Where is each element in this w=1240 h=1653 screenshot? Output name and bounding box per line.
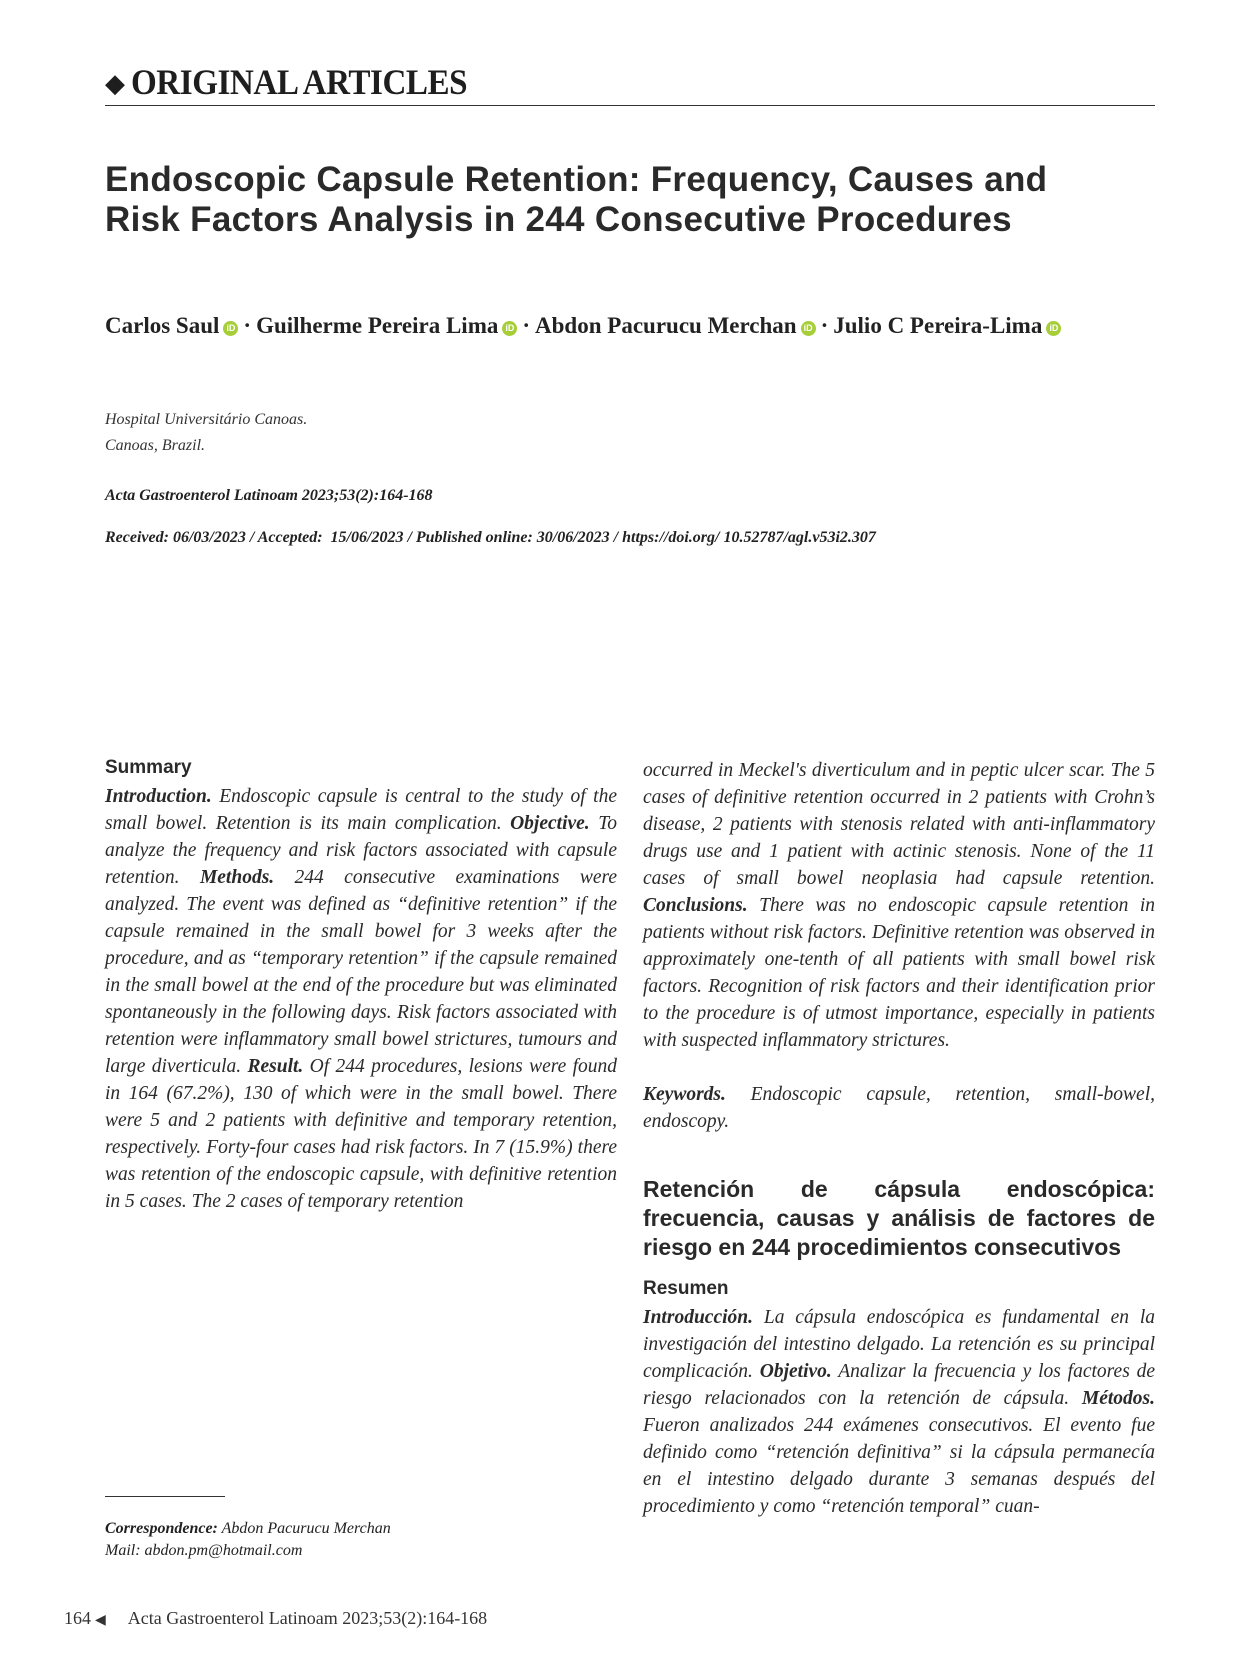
correspondence-name: Abdon Pacurucu Merchan — [221, 1520, 391, 1537]
author-name: Guilherme Pereira Lima — [256, 313, 499, 338]
methods-text: 244 consecutive examinations were analyzed. The event was defined as “definitive retention” if the capsule remained in the small bowel for 3 weeks after the procedure, and as “temporary retention” if the capsule remained in the small bowel at the end of the procedure but was eliminated spontaneously in the following days. Risk factors associated with retention were inflammatory small bowel strictures, tumours and large diverticula. — [105, 867, 618, 1077]
received-dates: Received: 06/03/2023 / Accepted: 15/06/2023 / Published online: 30/06/2023 / https://doi.org/ 10.52787/agl.v53i2.307 — [105, 529, 876, 546]
citation: Acta Gastroenterol Latinoam 2023;53(2):164-168 — [105, 487, 433, 504]
intro-label-es: Introducción. — [643, 1307, 753, 1328]
footer-journal: Acta Gastroenterol Latinoam 2023;53(2):164-168 — [127, 1608, 488, 1628]
intro-text: Endoscopic capsule is central to the study of the small bowel. Retention is its main complication. — [105, 786, 617, 834]
triangle-left-icon: ◀ — [95, 1613, 106, 1628]
section-label: ORIGINAL ARTICLES — [131, 62, 468, 102]
objective-text-es: Analizar la frecuencia y los factores de riesgo relacionados con la retención de cápsula. — [643, 1361, 1156, 1409]
page-footer — [64, 1608, 487, 1629]
diamond-icon: ◆ — [105, 69, 125, 98]
keywords — [643, 1081, 1155, 1135]
summary-text — [105, 783, 617, 1215]
methods-label-es: Métodos. — [1081, 1388, 1156, 1409]
conclusions-label: Conclusions. — [643, 895, 748, 916]
intro-label: Introduction. — [105, 786, 212, 807]
section-header — [105, 62, 1155, 106]
correspondence-label: Correspondence: — [105, 1520, 218, 1537]
summary-heading: Summary — [105, 757, 192, 778]
intro-text-es: La cápsula endoscópica es fundamental en la investigación del intestino delgado. La retención es su principal complicación. — [643, 1307, 1155, 1382]
affiliation — [105, 407, 307, 459]
keywords-label: Keywords. — [643, 1084, 726, 1105]
orcid-icon[interactable]: iD — [801, 321, 816, 336]
affiliation-line: Hospital Universitário Canoas. — [105, 411, 308, 428]
summary-continued — [643, 757, 1155, 1054]
methods-label: Methods. — [199, 867, 275, 888]
author-list: Carlos Saul iD · Guilherme Pereira Lima iD · Abdon Pacurucu Merchan iD · Julio C Pereira-Lima iD — [105, 310, 1155, 341]
author-name: Abdon Pacurucu Merchan — [535, 313, 797, 338]
resumen-text — [643, 1304, 1155, 1520]
continued-text: occurred in Meckel's diverticulum and in peptic ulcer scar. The 5 cases of definitive retention occurred in 2 patients with Crohn’s disease, 2 patients with stenosis related with anti-inflammatory drugs use and 1 patient with actinic stenosis. None of the 11 cases of small bowel neoplasia had capsule retention. — [643, 760, 1155, 889]
conclusions-text: There was no endoscopic capsule retention in patients without risk factors. Definitive retention was observed in approximately one-tenth of all patients with small bowel risk factors. Recognition of risk factors and their identification prior to the procedure is of utmost importance, especially in patients with suspected inflammatory strictures. — [643, 895, 1156, 1051]
result-text: Of 244 procedures, lesions were found in 164 (67.2%), 130 of which were in the small bowel. There were 5 and 2 patients with definitive and temporary retention, respectively. Forty-four cases had risk factors. In 7 (15.9%) there was retention of the endoscopic capsule, with definitive retention in 5 cases. The 2 cases of temporary retention — [105, 1056, 618, 1212]
correspondence — [105, 1518, 391, 1562]
page-number: 164 — [64, 1608, 91, 1628]
right-column — [643, 757, 1155, 1520]
orcid-icon[interactable]: iD — [1046, 321, 1061, 336]
objective-label-es: Objetivo. — [759, 1361, 832, 1382]
objective-text: To analyze the frequency and risk factors associated with capsule retention. — [105, 813, 618, 888]
keywords-text: Endoscopic capsule, retention, small-bowel, endoscopy. — [643, 1084, 1155, 1132]
summary-column — [105, 757, 617, 1215]
affiliation-line: Canoas, Brazil. — [105, 437, 206, 454]
result-label: Result. — [247, 1056, 304, 1077]
footnote-divider — [105, 1496, 225, 1497]
author-name: Julio C Pereira-Lima — [833, 313, 1043, 338]
methods-text-es: Fueron analizados 244 exámenes consecutivos. El evento fue definido como “retención definitiva” si la cápsula permanecía en el intestino delgado durante 3 semanas después del procedimiento y como “retención temporal” cuan- — [643, 1415, 1155, 1517]
article-title: Endoscopic Capsule Retention: Frequency, Causes and Risk Factors Analysis in 244 Consecutive Procedures — [105, 160, 1048, 239]
objective-label: Objective. — [510, 813, 590, 834]
orcid-icon[interactable]: iD — [223, 321, 238, 336]
author-name: Carlos Saul — [105, 313, 220, 338]
orcid-icon[interactable]: iD — [502, 321, 517, 336]
correspondence-mail[interactable]: Mail: abdon.pm@hotmail.com — [105, 1542, 303, 1559]
spanish-title: Retención de cápsula endoscópica: frecuencia, causas y análisis de factores de riesgo en 244 procedimientos consecutivos — [643, 1176, 1155, 1260]
resumen-heading: Resumen — [643, 1278, 729, 1299]
